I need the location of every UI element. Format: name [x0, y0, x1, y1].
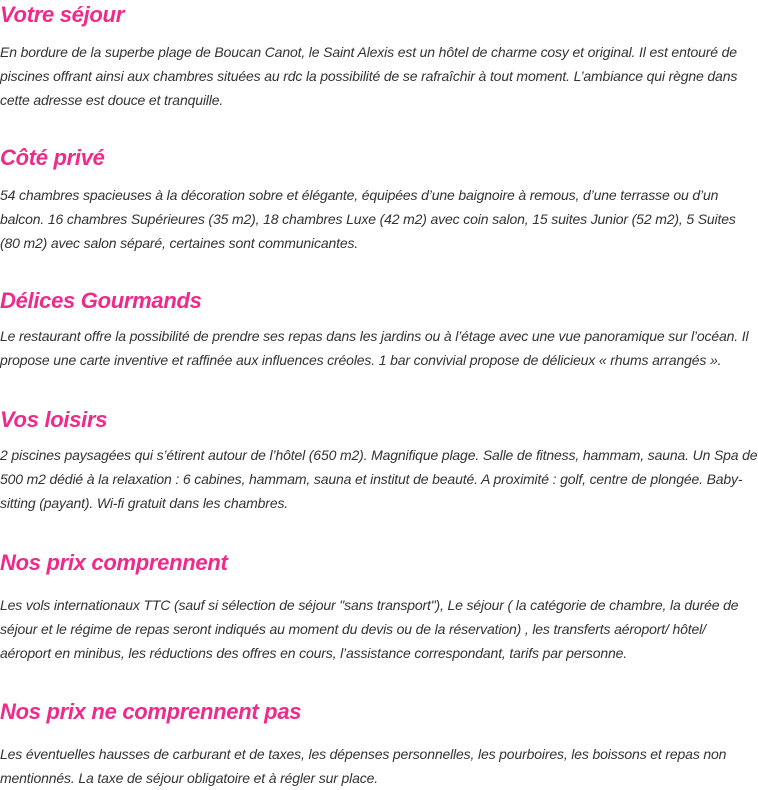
section-title: Côté privé	[0, 145, 105, 170]
section-title: Nos prix ne comprennent pas	[0, 699, 302, 724]
section-text: 2 piscines paysagées qui s’étirent autour de l’hôtel (650 m2). Magnifique plage. Salle de fitness, hammam, sauna. Un Spa de 500 m2 dédié à la relaxation : 6 cabines, hammam, sauna et institut de beauté. A proximité : golf, centre de plongée. Baby-sitting (payant). Wi-fi gratuit dans les chambres.	[0, 447, 758, 511]
section-votre-sejour	[0, 0, 758, 112]
section-title: Nos prix comprennent	[0, 550, 228, 575]
section-vos-loisirs	[0, 405, 758, 515]
section-delices-gourmands	[0, 286, 758, 372]
section-text: En bordure de la superbe plage de Boucan Canot, le Saint Alexis est un hôtel de charme cosy et original. Il est entouré de piscines offrant ainsi aux chambres situées au rdc la possibilité de se rafraîchir à tout moment. L’ambiance qui règne dans cette adresse est douce et tranquille.	[0, 44, 738, 108]
section-text: Le restaurant offre la possibilité de prendre ses repas dans les jardins ou à l’étage avec une vue panoramique sur l’océan. Il propose une carte inventive et raffinée aux influences créoles. 1 bar convivial propose de délicieux « rhums arrangés ».	[0, 328, 749, 368]
section-nos-prix-ne-comprennent-pas	[0, 697, 758, 790]
section-text: Les éventuelles hausses de carburant et de taxes, les dépenses personnelles, les pourboires, les boissons et repas non mentionnés. La taxe de séjour obligatoire et à régler sur place.	[0, 746, 727, 786]
section-text: 54 chambres spacieuses à la décoration sobre et élégante, équipées d’une baignoire à remous, d’une terrasse ou d’un balcon. 16 chambres Supérieures (35 m2), 18 chambres Luxe (42 m2) avec coin salon, 15 suites Junior (52 m2), 5 Suites (80 m2) avec salon séparé, certaines sont communicantes.	[0, 187, 736, 251]
section-title: Vos loisirs	[0, 407, 108, 432]
section-text: Les vols internationaux TTC (sauf si sélection de séjour "sans transport"), Le séjour ( la catégorie de chambre, la durée de séjour et le régime de repas seront indiqués au moment du devis ou de la réservation) , les transferts aéroport/ hôtel/ aéroport en minibus, les réductions des offres en cours, l’assistance correspondant, tarifs par personne.	[0, 597, 739, 661]
section-cote-prive	[0, 143, 758, 255]
section-title: Délices Gourmands	[0, 288, 202, 313]
section-title: Votre séjour	[0, 2, 124, 27]
section-nos-prix-comprennent	[0, 548, 758, 665]
